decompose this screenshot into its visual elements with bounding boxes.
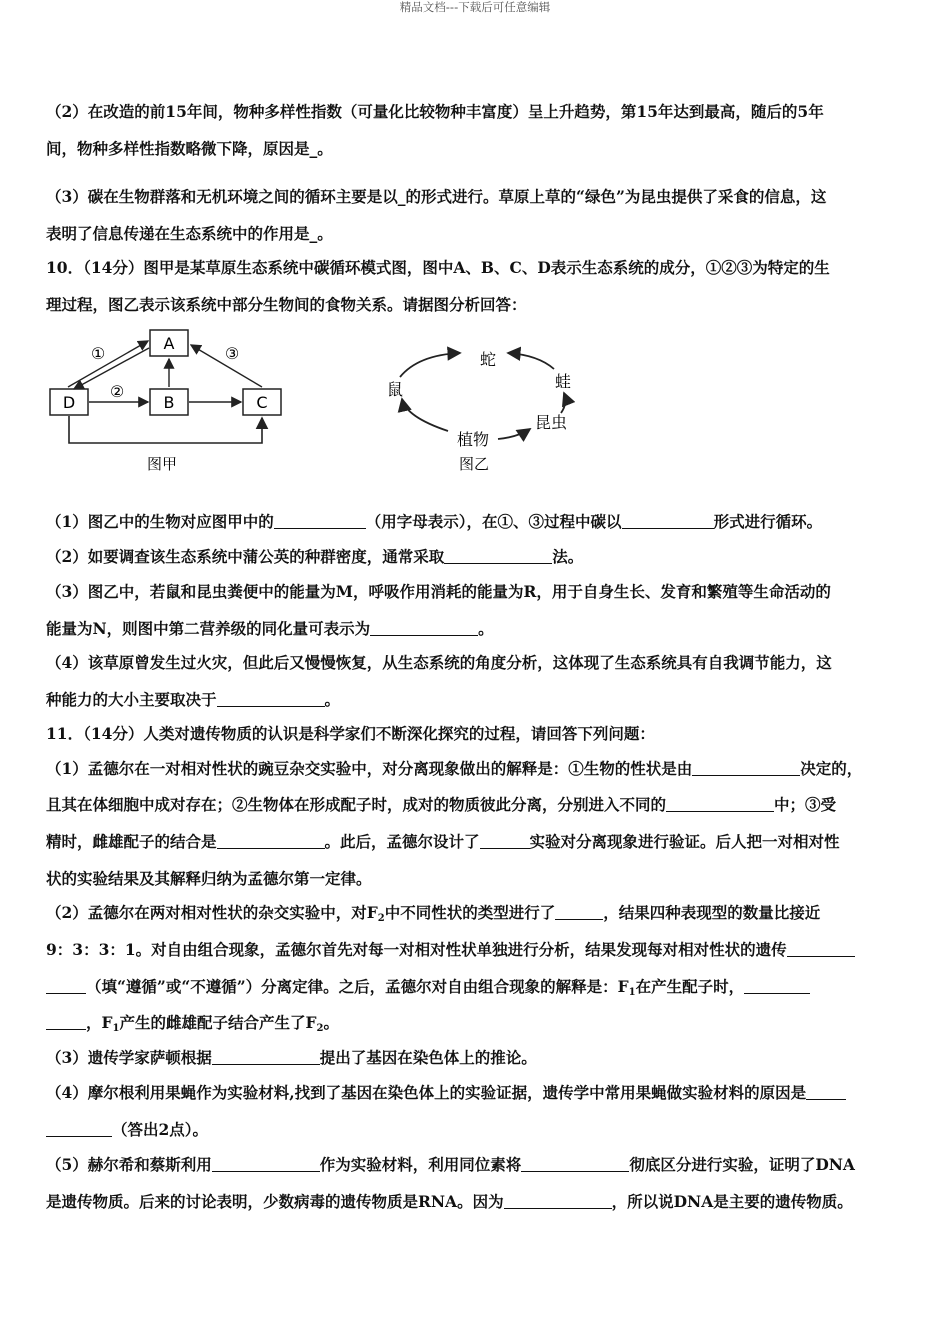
arrow-rat-to-snake	[400, 353, 460, 377]
arrow-insect-to-frog	[561, 393, 565, 413]
q11-2-text-b: 中不同性状的类型进行了	[384, 903, 556, 922]
q9-2-line1: （2）在改造的前15年间，物种多样性指数（可量化比较物种丰富度）呈上升趋势，第15年达到最高，随后的5年	[46, 102, 824, 121]
q11-2-text-h: 产生的雌雄配子结合产生了F	[119, 1013, 317, 1032]
node-insect: 昆虫	[534, 413, 568, 432]
process-2-mark: ②	[109, 382, 125, 401]
q9-2-line2: 间，物种多样性指数略微下降，原因是_。	[46, 139, 333, 158]
q11-2-line4	[46, 1013, 339, 1033]
subscript: 2	[377, 913, 385, 924]
q11-2-text-d: 9：3：3：1。对自由组合现象，孟德尔首先对每一对相对性状单独进行分析，结果发现每对相对性状的遗传	[46, 940, 787, 959]
q10-stem-line1: 10．（14分）图甲是某草原生态系统中碳循环模式图，图中A、B、C、D表示生态系统的成分，①②③为特定的生	[46, 258, 830, 277]
q10-2-text-b: 法。	[552, 547, 584, 566]
subscript: 1	[112, 1023, 120, 1034]
q11-2-line1	[46, 903, 820, 923]
answer-blank[interactable]	[787, 940, 855, 957]
q10-1	[46, 512, 822, 532]
q10-1-text-c: 形式进行循环。	[713, 512, 823, 531]
q10-4-text-a: 种能力的大小主要取决于	[46, 690, 217, 709]
q11-3	[46, 1048, 537, 1068]
q10-1-text-a: （1）图乙中的生物对应图甲中的	[46, 512, 274, 531]
q11-1-text-d: 中；③受	[774, 795, 837, 814]
arrow-plant-to-insect	[498, 429, 530, 439]
answer-blank[interactable]	[46, 1013, 86, 1030]
q10-1-text-b: （用字母表示），在①、③过程中碳以	[365, 512, 622, 531]
arrow-plant-to-rat	[402, 399, 448, 431]
node-frog: 蛙	[554, 372, 572, 391]
q11-2-text-i: 。	[323, 1013, 339, 1032]
q11-2-line3	[46, 977, 810, 997]
q10-4-line2	[46, 690, 340, 710]
node-plant: 植物	[456, 430, 490, 449]
box-d-label: D	[62, 393, 76, 412]
answer-blank[interactable]	[504, 1192, 612, 1209]
q10-2-text-a: （2）如要调查该生态系统中蒲公英的种群密度，通常采取	[46, 547, 445, 566]
q11-2-line2	[46, 940, 855, 960]
node-snake: 蛇	[479, 350, 497, 369]
q11-4-text-b: （答出2点）。	[112, 1120, 209, 1139]
q11-3-text-a: （3）遗传学家萨顿根据	[46, 1048, 212, 1067]
answer-blank[interactable]	[370, 619, 478, 636]
process-1-mark: ①	[90, 344, 106, 363]
q10-3-line1: （3）图乙中，若鼠和昆虫粪便中的能量为M，呼吸作用消耗的能量为R，用于自身生长、发育和繁殖等生命活动的	[46, 582, 831, 601]
q11-5-text-c: 彻底区分进行实验，证明了DNA	[629, 1155, 855, 1174]
q10-3-text-b: 。	[478, 619, 494, 638]
q11-4-line1	[46, 1083, 846, 1103]
q11-5-line2	[46, 1192, 853, 1212]
q10-4-line1: （4）该草原曾发生过火灾，但此后又慢慢恢复，从生态系统的角度分析，这体现了生态系统具有自我调节能力，这	[46, 653, 832, 672]
answer-blank[interactable]	[217, 832, 325, 849]
q11-1-text-a: （1）孟德尔在一对相对性状的豌豆杂交实验中，对分离现象做出的解释是：①生物的性状是由	[46, 759, 693, 778]
q10-2	[46, 547, 583, 567]
subscript: 2	[316, 1023, 324, 1034]
page-header: 精品文档---下载后可任意编辑	[399, 0, 551, 14]
q11-1-text-f: 。此后，孟德尔设计了	[324, 832, 480, 851]
q11-5-text-a: （5）赫尔希和蔡斯利用	[46, 1155, 212, 1174]
q11-intro: 11．（14分）人类对遗传物质的认识是科学家们不断深化探究的过程，请回答下列问题：	[46, 724, 655, 743]
answer-blank[interactable]	[46, 1120, 112, 1137]
q10-3-text-a: 能量为N，则图中第二营养级的同化量可表示为	[46, 619, 371, 638]
q11-1-text-b: 决定的，	[800, 759, 863, 778]
q11-1-text-c: 且其在体细胞中成对存在；②生物体在形成配子时，成对的物质彼此分离，分别进入不同的	[46, 795, 667, 814]
q9-3-line2: 表明了信息传递在生态系统中的作用是_。	[46, 224, 333, 243]
answer-blank[interactable]	[521, 1155, 629, 1172]
answer-blank[interactable]	[217, 690, 325, 707]
q11-2-text-a: （2）孟德尔在两对相对性状的杂交实验中，对F	[46, 903, 378, 922]
q11-5-text-b: 作为实验材料，利用同位素将	[319, 1155, 522, 1174]
q11-1-line1	[46, 759, 862, 779]
figure-a-caption: 图甲	[146, 455, 178, 473]
q11-1-line4: 状的实验结果及其解释归纳为孟德尔第一定律。	[46, 869, 372, 888]
answer-blank[interactable]	[480, 832, 530, 849]
answer-blank[interactable]	[666, 795, 774, 812]
q10-4-text-b: 。	[324, 690, 341, 709]
q10-3-line2	[46, 619, 494, 639]
food-web-diagram	[378, 335, 588, 475]
q11-4-line2	[46, 1120, 208, 1140]
answer-blank[interactable]	[744, 977, 810, 994]
carbon-cycle-diagram	[40, 325, 300, 477]
figure-b-caption: 图乙	[458, 455, 490, 473]
arrow-frog-to-snake	[508, 353, 554, 369]
answer-blank[interactable]	[274, 512, 366, 529]
q11-3-text-b: 提出了基因在染色体上的推论。	[319, 1048, 537, 1067]
q10-stem-line2: 理过程，图乙表示该系统中部分生物间的食物关系。请据图分析回答：	[46, 295, 527, 314]
box-b-label: B	[163, 393, 175, 412]
q11-2-text-f: 在产生配子时，	[635, 977, 745, 996]
node-rat: 鼠	[386, 380, 404, 399]
box-c-label: C	[256, 393, 268, 412]
q11-1-text-g: 实验对分离现象进行验证。后人把一对相对性	[529, 832, 840, 851]
answer-blank[interactable]	[622, 512, 714, 529]
q11-2-text-g: ，F	[86, 1013, 113, 1032]
answer-blank[interactable]	[212, 1048, 320, 1065]
answer-blank[interactable]	[212, 1155, 320, 1172]
answer-blank[interactable]	[46, 977, 86, 994]
answer-blank[interactable]	[555, 903, 603, 920]
box-a-label: A	[163, 334, 175, 353]
q11-5-text-d: 是遗传物质。后来的讨论表明，少数病毒的遗传物质是RNA。因为	[46, 1192, 504, 1211]
q9-3-line1: （3）碳在生物群落和无机环境之间的循环主要是以_的形式进行。草原上草的“绿色”为昆虫提供了采食的信息，这	[46, 187, 827, 206]
process-3-mark: ③	[224, 344, 240, 363]
subscript: 1	[628, 987, 636, 998]
answer-blank[interactable]	[444, 547, 552, 564]
q11-1-line3	[46, 832, 840, 852]
q11-5-text-e: ，所以说DNA是主要的遗传物质。	[611, 1192, 853, 1211]
answer-blank[interactable]	[806, 1083, 846, 1100]
q11-1-line2	[46, 795, 836, 815]
q11-4-text-a: （4）摩尔根利用果蝇作为实验材料,找到了基因在染色体上的实验证据，遗传学中常用果蝇做实验材料的原因是	[46, 1083, 807, 1102]
q11-2-text-c: ，结果四种表现型的数量比接近	[603, 903, 821, 922]
q11-5-line1	[46, 1155, 855, 1175]
arrow-d-to-a	[68, 341, 148, 387]
arrow-d-to-c	[69, 416, 262, 443]
answer-blank[interactable]	[692, 759, 800, 776]
q11-1-text-e: 精时，雌雄配子的结合是	[46, 832, 217, 851]
q11-2-text-e: （填“遵循”或“不遵循”）分离定律。之后，孟德尔对自由组合现象的解释是：F	[86, 977, 629, 996]
